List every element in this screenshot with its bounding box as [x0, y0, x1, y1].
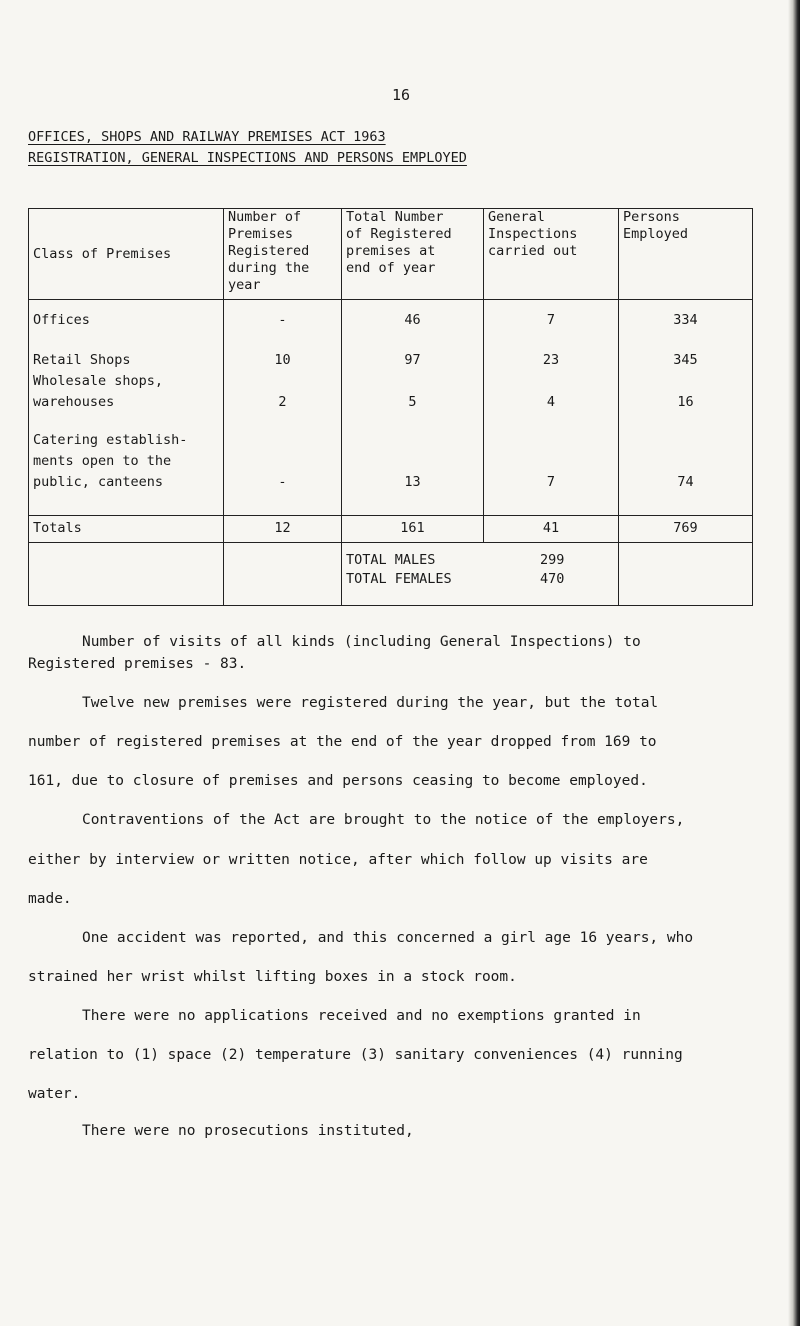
spacer: [224, 371, 341, 392]
cell-employed: 345: [673, 352, 698, 368]
header-line: Registered: [228, 243, 310, 259]
cell-inspections: 4: [546, 394, 556, 410]
cell-registered: 10: [274, 352, 291, 368]
cell-total: 5: [408, 394, 417, 410]
header-line: General: [488, 209, 545, 225]
cell-registered: -: [278, 474, 287, 490]
gender-blank-cell: [619, 543, 753, 606]
cell-total: 13: [404, 474, 421, 490]
paragraph-line: Registered premises - 83.: [28, 656, 247, 672]
header-line: Inspections: [488, 226, 578, 242]
gender-blank-cell: [29, 543, 224, 606]
act-heading: OFFICES, SHOPS AND RAILWAY PREMISES ACT 1963: [28, 129, 386, 145]
spacer: [342, 331, 483, 350]
totals-registered: 12: [224, 516, 342, 543]
header-line: during the: [228, 260, 310, 276]
table-header-row: [29, 209, 753, 300]
header-persons-employed: [619, 209, 753, 300]
cell-registered: -: [278, 312, 287, 328]
spacer: [342, 430, 483, 451]
spacer: [484, 430, 618, 451]
header-line: Employed: [623, 226, 689, 242]
spacer: [342, 451, 483, 472]
spacer: [484, 451, 618, 472]
header-line: premises at: [346, 243, 436, 259]
row-label-retail: Retail Shops: [33, 352, 131, 368]
header-line: Persons: [623, 209, 680, 225]
males-line: [342, 551, 618, 570]
table-body-row: [29, 300, 753, 516]
males-value: 299: [540, 552, 565, 568]
gender-totals-cell: [342, 543, 619, 606]
row-label-wholesale: Wholesale shops,: [33, 373, 164, 389]
cell-inspections: 7: [546, 312, 556, 328]
paragraph-line: There were no prosecutions instituted,: [82, 1123, 414, 1139]
spacer: [619, 331, 752, 350]
row-label-offices: Offices: [33, 312, 90, 328]
row-label-catering: Catering establish-: [33, 432, 188, 448]
header-line: end of year: [346, 260, 436, 276]
spacer: [484, 371, 618, 392]
paragraph-line: Number of visits of all kinds (including General Inspections) to: [82, 634, 641, 650]
inspections-column: [484, 300, 619, 516]
females-line: [342, 570, 618, 589]
gender-blank-cell: [224, 543, 342, 606]
cell-total: 46: [404, 312, 421, 328]
premises-table: [28, 208, 753, 606]
paragraph-line: number of registered premises at the end of the year dropped from 169 to: [28, 734, 657, 750]
page-number: 16: [392, 86, 411, 104]
spacer: [619, 413, 752, 430]
header-line: carried out: [488, 243, 578, 259]
row-label-catering: ments open to the: [33, 453, 172, 469]
spacer: [342, 413, 483, 430]
totals-employed: 769: [619, 516, 753, 543]
paragraph-line: Contraventions of the Act are brought to the notice of the employers,: [82, 812, 685, 828]
paragraph-line: either by interview or written notice, after which follow up visits are: [28, 852, 648, 868]
gender-row: [29, 543, 753, 606]
males-label: TOTAL MALES: [346, 552, 436, 568]
section-heading: REGISTRATION, GENERAL INSPECTIONS AND PERSONS EMPLOYED: [28, 150, 467, 166]
spacer: [619, 430, 752, 451]
employed-column: [619, 300, 753, 516]
spacer: [33, 413, 223, 430]
totals-row: [29, 516, 753, 543]
paragraph-line: water.: [28, 1086, 81, 1102]
row-label-catering: public, canteens: [33, 474, 164, 490]
spacer: [619, 451, 752, 472]
header-line: of Registered: [346, 226, 452, 242]
cell-employed: 334: [673, 312, 698, 328]
cell-inspections: 23: [542, 352, 560, 368]
spacer: [224, 430, 341, 451]
spacer: [484, 413, 618, 430]
cell-inspections: 7: [546, 474, 556, 490]
cell-employed: 16: [677, 394, 694, 410]
totals-total: 161: [342, 516, 484, 543]
cell-total: 97: [404, 352, 421, 368]
header-class-of-premises: Class of Premises: [29, 209, 224, 300]
row-label-wholesale: warehouses: [33, 394, 115, 410]
header-total-registered: [342, 209, 484, 300]
class-column: [29, 300, 224, 516]
header-line: Premises: [228, 226, 294, 242]
total-column: [342, 300, 484, 516]
spacer: [33, 331, 223, 350]
spacer: [619, 371, 752, 392]
registered-column: [224, 300, 342, 516]
paragraph-line: One accident was reported, and this concerned a girl age 16 years, who: [82, 930, 694, 946]
header-general-inspections: [484, 209, 619, 300]
totals-label: Totals: [29, 516, 224, 543]
cell-registered: 2: [278, 394, 287, 410]
paragraph-line: 161, due to closure of premises and persons ceasing to become employed.: [28, 773, 648, 789]
females-label: TOTAL FEMALES: [346, 571, 452, 587]
header-line: year: [228, 277, 261, 293]
spacer: [224, 331, 341, 350]
paragraph-line: relation to (1) space (2) temperature (3) sanitary conveniences (4) running: [28, 1047, 683, 1063]
cell-employed: 74: [677, 474, 694, 490]
totals-inspections: 41: [484, 516, 619, 543]
spacer: [484, 331, 618, 350]
header-line: Total Number: [346, 209, 444, 225]
females-value: 470: [540, 571, 565, 587]
header-registered-during-year: [224, 209, 342, 300]
spacer: [224, 413, 341, 430]
header-line: Number of: [228, 209, 302, 225]
paragraph-line: made.: [28, 891, 72, 907]
paragraph-line: There were no applications received and no exemptions granted in: [82, 1008, 641, 1024]
spacer: [224, 451, 341, 472]
spacer: [342, 371, 483, 392]
paragraph-line: strained her wrist whilst lifting boxes in a stock room.: [28, 969, 517, 985]
paragraph-line: Twelve new premises were registered during the year, but the total: [82, 695, 659, 711]
